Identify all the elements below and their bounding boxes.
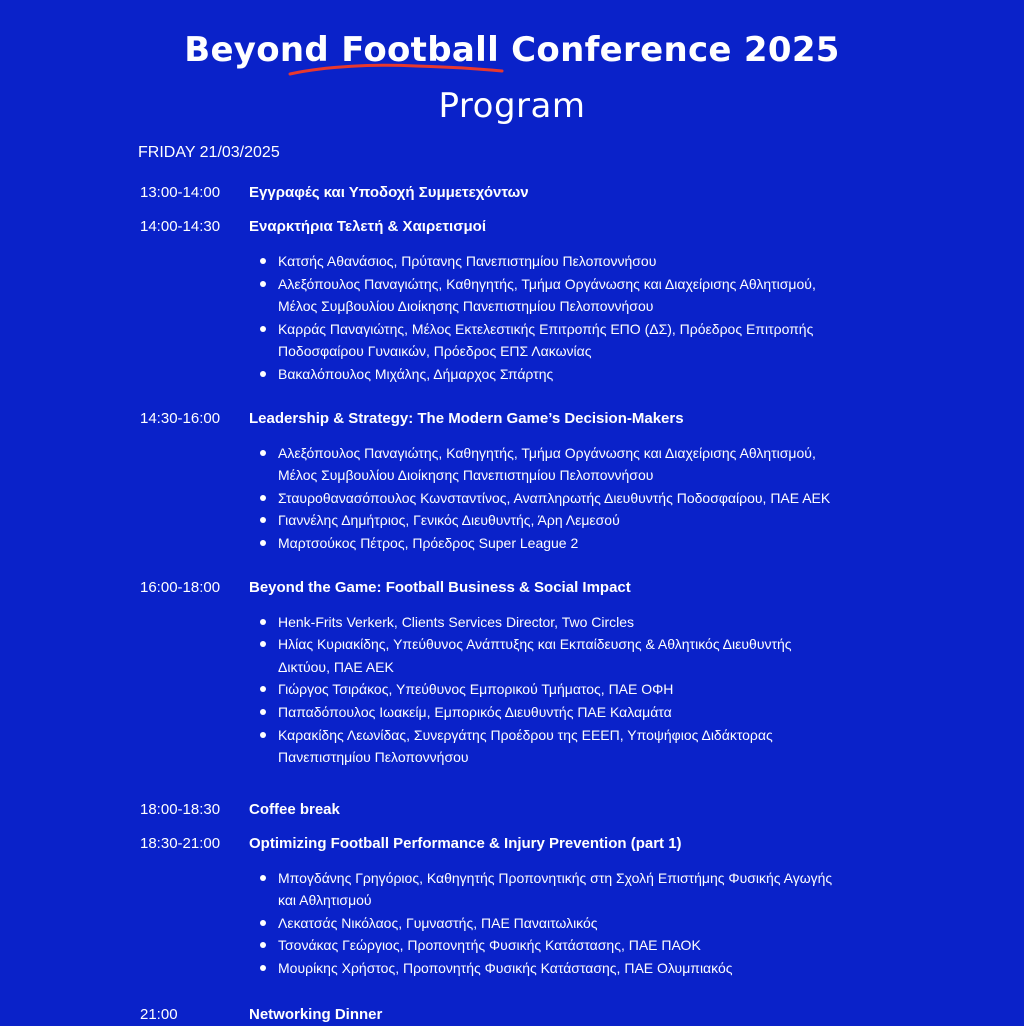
session-time: 16:00-18:00 — [140, 578, 221, 596]
bullet-icon — [260, 965, 266, 971]
session-title: Beyond the Game: Football Business & Social Impact — [249, 578, 631, 596]
speaker-item — [258, 701, 930, 724]
bullet-icon — [260, 281, 266, 287]
session-row — [140, 833, 930, 855]
speaker-line: Σταυροθανασόπουλος Κωνσταντίνος, Αναπληρωτής Διευθυντής Ποδοσφαίρου, ΠΑΕ ΑΕΚ — [278, 489, 831, 506]
session-row — [140, 216, 930, 238]
bullet-icon — [260, 495, 266, 501]
bullet-icon — [260, 326, 266, 332]
speaker-list — [140, 442, 930, 555]
speaker-item — [258, 509, 930, 532]
speaker-item — [258, 442, 930, 487]
session-block — [140, 1004, 930, 1026]
session-block — [140, 577, 930, 787]
session-block — [140, 216, 930, 396]
session-time: 18:00-18:30 — [140, 800, 221, 818]
speaker-item — [258, 318, 930, 363]
session-title: Leadership & Strategy: The Modern Game’s Decision-Makers — [249, 409, 684, 427]
speaker-item — [258, 273, 930, 318]
bullet-icon — [260, 641, 266, 647]
bullet-icon — [260, 732, 266, 738]
session-time: 18:30-21:00 — [140, 834, 221, 852]
speaker-item — [258, 934, 930, 957]
session-title: Optimizing Football Performance & Injury Prevention (part 1) — [249, 834, 682, 852]
speaker-line: και Αθλητισμού — [278, 892, 372, 909]
speaker-item — [258, 678, 930, 701]
session-time: 14:00-14:30 — [140, 218, 221, 235]
bullet-icon — [260, 258, 266, 264]
speaker-item — [258, 487, 930, 510]
brush-underline-icon — [286, 62, 506, 78]
day-heading: FRIDAY 21/03/2025 — [138, 144, 280, 161]
session-row — [140, 182, 930, 204]
speaker-list — [140, 867, 930, 980]
speaker-item — [258, 957, 930, 980]
bullet-icon — [260, 686, 266, 692]
session-title: Εγγραφές και Υποδοχή Συμμετεχόντων — [249, 184, 529, 201]
speaker-line: Καρράς Παναγιώτης, Μέλος Εκτελεστικής Επιτροπής ΕΠΟ (ΔΣ), Πρόεδρος Επιτροπής — [278, 320, 814, 337]
speaker-line: Μαρτσούκος Πέτρος, Πρόεδρος Super League 2 — [278, 534, 579, 551]
speaker-line: Παπαδόπουλος Ιωακείμ, Εμπορικός Διευθυντής ΠΑΕ Καλαμάτα — [278, 703, 672, 720]
speaker-line: Αλεξόπουλος Παναγιώτης, Καθηγητής, Τμήμα Οργάνωσης και Διαχείρισης Αθλητισμού, — [278, 275, 816, 292]
speaker-item — [258, 250, 930, 273]
speaker-line: Κατσής Αθανάσιος, Πρύτανης Πανεπιστημίου Πελοποννήσου — [278, 253, 657, 269]
speaker-line: Μουρίκης Χρήστος, Προπονητής Φυσικής Κατάστασης, ΠΑΕ Ολυμπιακός — [278, 960, 733, 977]
speaker-line: Henk-Frits Verkerk, Clients Services Director, Two Circles — [278, 613, 635, 630]
speaker-item — [258, 912, 930, 935]
session-title: Networking Dinner — [249, 1005, 383, 1023]
session-block — [140, 182, 930, 204]
title-word-football: Football — [341, 30, 500, 70]
bullet-icon — [260, 920, 266, 926]
session-row — [140, 408, 930, 430]
speaker-item — [258, 611, 930, 634]
speaker-line: Τσονάκας Γεώργιος, Προπονητής Φυσικής Κατάστασης, ΠΑΕ ΠΑΟΚ — [278, 937, 701, 954]
speaker-item — [258, 867, 930, 912]
speaker-line: Καρακίδης Λεωνίδας, Συνεργάτης Προέδρου της ΕΕΕΠ, Υποψήφιος Διδάκτορας — [278, 726, 773, 743]
speaker-list — [140, 250, 930, 386]
speaker-line: Δικτύου, ΠΑΕ ΑΕΚ — [278, 658, 394, 675]
bullet-icon — [260, 517, 266, 523]
session-block — [140, 408, 930, 565]
title-word-beyond: Beyond — [184, 30, 330, 70]
bullet-icon — [260, 371, 266, 377]
session-title: Coffee break — [249, 800, 340, 818]
speaker-line: Ηλίας Κυριακίδης, Υπεύθυνος Ανάπτυξης και Εκπαίδευσης & Αθλητικός Διευθυντής — [278, 636, 792, 653]
bullet-icon — [260, 942, 266, 948]
speaker-line: Μέλος Συμβουλίου Διοίκησης Πανεπιστημίου Πελοποννήσου — [278, 467, 654, 484]
speaker-line: Ποδοσφαίρου Γυναικών, Πρόεδρος ΕΠΣ Λακωνίας — [278, 343, 592, 360]
speaker-line: Βακαλόπουλος Μιχάλης, Δήμαρχος Σπάρτης — [278, 365, 554, 382]
speaker-line: Γιώργος Τσιράκος, Υπεύθυνος Εμπορικού Τμήματος, ΠΑΕ ΟΦΗ — [278, 681, 674, 698]
speaker-line: Πανεπιστημίου Πελοποννήσου — [278, 749, 469, 766]
bullet-icon — [260, 619, 266, 625]
session-row — [140, 577, 930, 599]
speaker-line: Λεκατσάς Νικόλαος, Γυμναστής, ΠΑΕ Παναιτωλικός — [278, 914, 598, 931]
speaker-item — [258, 532, 930, 555]
program-schedule — [140, 182, 930, 1026]
speaker-line: Αλεξόπουλος Παναγιώτης, Καθηγητής, Τμήμα Οργάνωσης και Διαχείρισης Αθλητισμού, — [278, 444, 816, 461]
session-time: 21:00 — [140, 1005, 178, 1023]
session-block — [140, 799, 930, 821]
session-block — [140, 833, 930, 992]
speaker-item — [258, 724, 930, 769]
session-title: Εναρκτήρια Τελετή & Χαιρετισμοί — [249, 218, 486, 235]
bullet-icon — [260, 540, 266, 546]
session-row — [140, 1004, 930, 1026]
speaker-line: Γιαννέλης Δημήτριος, Γενικός Διευθυντής, Άρη Λεμεσού — [278, 512, 620, 529]
conference-title — [0, 30, 1024, 70]
bullet-icon — [260, 709, 266, 715]
speaker-line: Μέλος Συμβουλίου Διοίκησης Πανεπιστημίου Πελοποννήσου — [278, 298, 654, 315]
speaker-item — [258, 363, 930, 386]
speaker-item — [258, 633, 930, 678]
speaker-list — [140, 611, 930, 769]
session-time: 13:00-14:00 — [140, 184, 221, 201]
program-subtitle: Program — [438, 86, 586, 126]
session-row — [140, 799, 930, 821]
title-word-conference: Conference 2025 — [511, 30, 840, 70]
speaker-line: Μπογδάνης Γρηγόριος, Καθηγητής Προπονητικής στη Σχολή Επιστήμης Φυσικής Αγωγής — [278, 869, 833, 886]
session-time: 14:30-16:00 — [140, 409, 221, 427]
bullet-icon — [260, 450, 266, 456]
bullet-icon — [260, 875, 266, 881]
